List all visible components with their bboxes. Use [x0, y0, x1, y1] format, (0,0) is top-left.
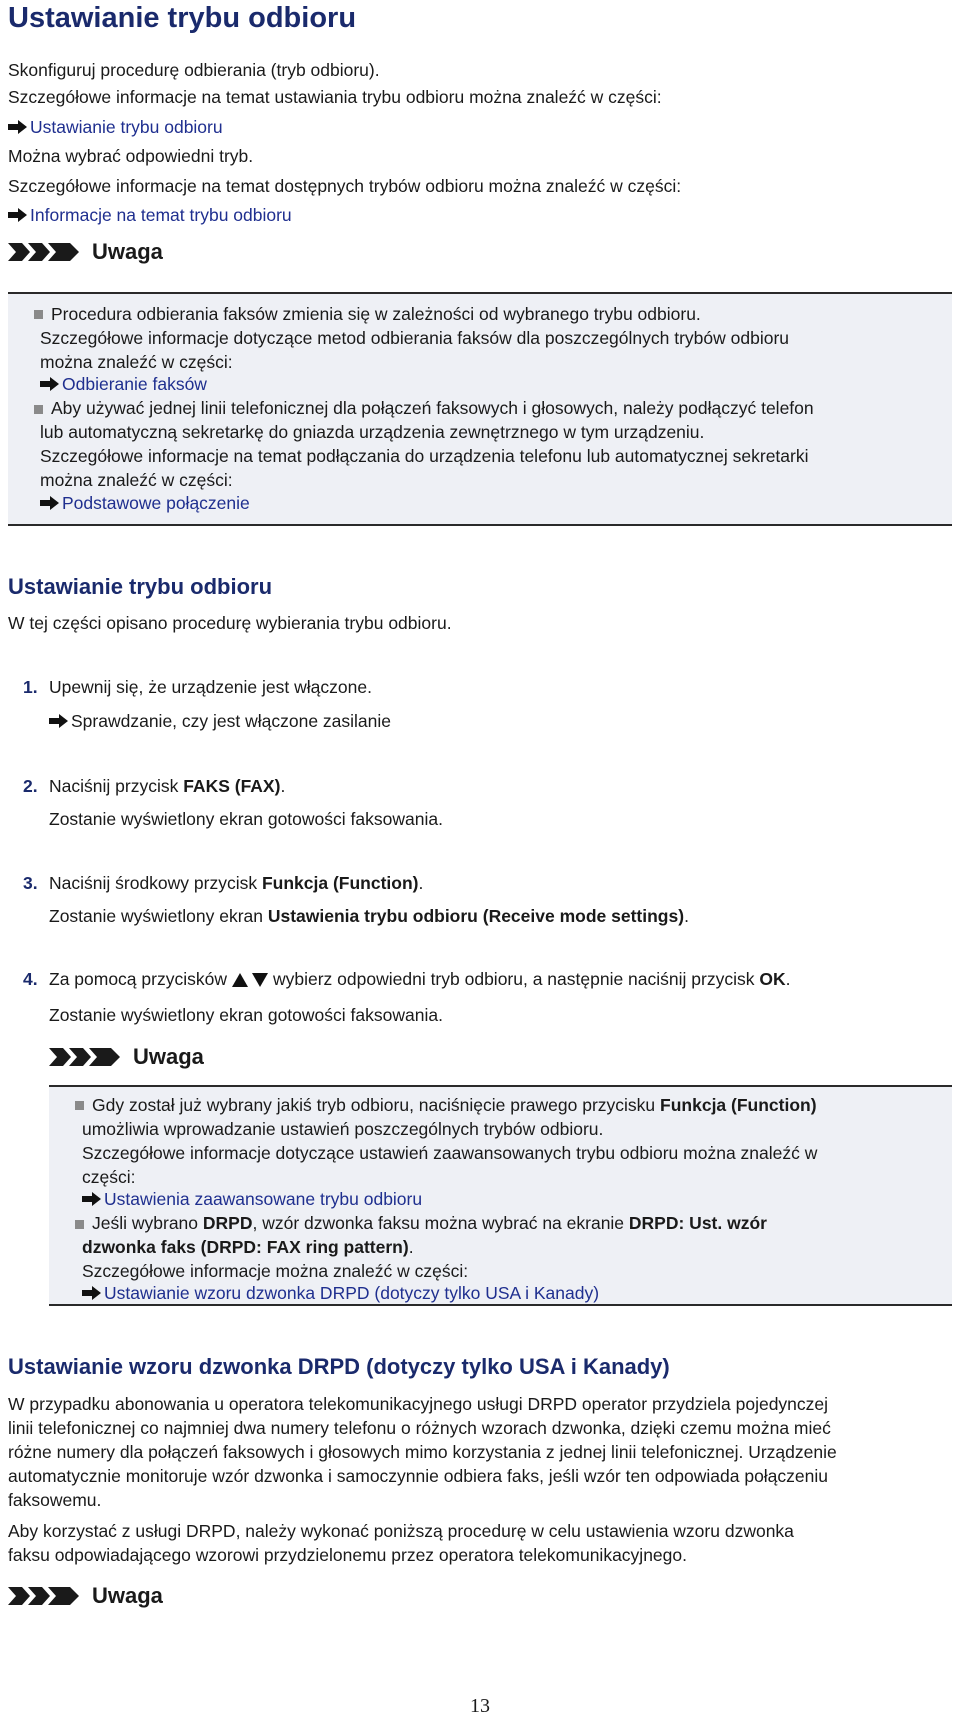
- step-text-part: .: [418, 873, 424, 893]
- button-name: Funkcja (Function): [660, 1095, 817, 1115]
- arrow-right-icon: [8, 119, 28, 135]
- step-text-part: wybierz odpowiedni tryb odbioru, a następnie naciśnij przycisk: [272, 969, 760, 989]
- link-text[interactable]: Odbieranie faksów: [62, 374, 207, 394]
- note-text: Szczegółowe informacje dotyczące metod odbierania faksów dla poszczególnych trybów odbioru: [40, 328, 790, 348]
- arrow-right-icon: [82, 1285, 102, 1301]
- link-text[interactable]: Sprawdzanie, czy jest włączone zasilanie: [71, 711, 392, 731]
- section-intro: W tej części opisano procedurę wybierania trybu odbioru.: [8, 613, 452, 633]
- link-text[interactable]: Ustawienia zaawansowane trybu odbioru: [104, 1189, 423, 1209]
- note-text: Szczegółowe informacje na temat podłączania do urządzenia telefonu lub automatycznej sekretarki: [40, 446, 809, 466]
- note-text: Procedura odbierania faksów zmienia się w zależności od wybranego trybu odbioru.: [51, 304, 701, 324]
- step-text: [49, 967, 790, 991]
- arrow-right-icon: [40, 495, 60, 511]
- step-result: [49, 904, 689, 928]
- note-text: umożliwia wprowadzanie ustawień poszczególnych trybów odbioru.: [82, 1119, 604, 1139]
- section-heading: Ustawianie wzoru dzwonka DRPD (dotyczy tylko USA i Kanady): [8, 1354, 670, 1379]
- up-down-buttons-icon: [231, 971, 269, 989]
- intro-line: Szczegółowe informacje na temat dostępnych trybów odbioru można znaleźć w części:: [8, 176, 682, 196]
- page-title: Ustawianie trybu odbioru: [8, 2, 357, 34]
- note-text-part: , wzór dzwonka faksu można wybrać na ekranie: [252, 1213, 629, 1233]
- button-name: FAKS (FAX): [183, 776, 281, 796]
- note-text-part: Jeśli wybrano: [92, 1213, 203, 1233]
- step-number: 2.: [23, 776, 38, 796]
- screen-name: DRPD: Ust. wzór: [628, 1213, 767, 1233]
- note-text: lub automatyczną sekretarkę do gniazda urządzenia zewnętrznego w tym urządzeniu.: [40, 422, 705, 442]
- step-number: 4.: [23, 969, 38, 989]
- note-header: [8, 1582, 163, 1610]
- paragraph-line: W przypadku abonowania u operatora telekomunikacyjnego usługi DRPD operator przydziela pojedynczej: [8, 1394, 829, 1414]
- step-text-part: .: [684, 906, 689, 926]
- link-text[interactable]: Ustawianie trybu odbioru: [30, 117, 223, 137]
- link-text[interactable]: Podstawowe połączenie: [62, 493, 250, 513]
- paragraph-line: faksu odpowiadającego wzorowi przydzielonemu przez operatora telekomunikacyjnego.: [8, 1545, 687, 1565]
- link-ustawienia-zaawansowane[interactable]: [82, 1187, 422, 1211]
- paragraph-line: automatycznie monitoruje wzór dzwonka i samoczynnie odbiera faks, jeśli wzór ten odpowiada połączeniu: [8, 1466, 829, 1486]
- bullet-icon: [34, 310, 43, 319]
- link-ustawianie-trybu[interactable]: [8, 115, 223, 139]
- note-label: Uwaga: [133, 1044, 204, 1069]
- link-odbieranie-faksow[interactable]: [40, 372, 207, 396]
- note-header: [8, 238, 163, 266]
- screen-name: Ustawienia trybu odbioru (Receive mode settings): [267, 906, 685, 926]
- note-text: [92, 1093, 817, 1117]
- link-informacje-tryb[interactable]: [8, 203, 292, 227]
- step-text: Upewnij się, że urządzenie jest włączone.: [49, 677, 372, 697]
- button-name: Funkcja (Function): [261, 873, 419, 893]
- paragraph-line: Aby korzystać z usługi DRPD, należy wykonać poniższą procedurę w celu ustawienia wzoru dzwonka: [8, 1521, 794, 1541]
- intro-line: Szczegółowe informacje na temat ustawiania trybu odbioru można znaleźć w części:: [8, 87, 662, 107]
- note-text: części:: [82, 1167, 136, 1187]
- note-header: [49, 1043, 204, 1071]
- step-result: Zostanie wyświetlony ekran gotowości faksowania.: [49, 1005, 443, 1025]
- step-result: Zostanie wyświetlony ekran gotowości faksowania.: [49, 809, 443, 829]
- link-sprawdzanie-zasilania[interactable]: [49, 709, 391, 733]
- note-text: Szczegółowe informacje dotyczące ustawień zaawansowanych trybu odbioru można znaleźć w: [82, 1143, 818, 1163]
- section-heading: Ustawianie trybu odbioru: [8, 574, 273, 599]
- arrow-right-icon: [8, 207, 28, 223]
- link-ustawianie-drpd[interactable]: [82, 1281, 599, 1305]
- note-text: można znaleźć w części:: [40, 470, 233, 490]
- note-text: Aby używać jednej linii telefonicznej dla połączeń faksowych i głosowych, należy podłączyć telefon: [51, 398, 814, 418]
- mode-name: DRPD: [202, 1213, 253, 1233]
- step-number: 1.: [23, 677, 38, 697]
- step-text-part: Naciśnij środkowy przycisk: [49, 873, 262, 893]
- note-text-part: Gdy został już wybrany jakiś tryb odbioru, naciśnięcie prawego przycisku: [92, 1095, 661, 1115]
- step-text-part: Za pomocą przycisków: [49, 969, 227, 989]
- arrow-right-icon: [49, 713, 69, 729]
- bullet-icon: [75, 1220, 84, 1229]
- note-text: można znaleźć w części:: [40, 352, 233, 372]
- step-text-part: .: [785, 969, 791, 989]
- step-text-part: Zostanie wyświetlony ekran: [49, 906, 268, 926]
- step-text-part: .: [280, 776, 286, 796]
- note-chevron-icon: [8, 241, 86, 263]
- link-text[interactable]: Ustawianie wzoru dzwonka DRPD (dotyczy tylko USA i Kanady): [104, 1283, 600, 1303]
- note-text: Szczegółowe informacje można znaleźć w części:: [82, 1261, 469, 1281]
- note-label: Uwaga: [92, 1583, 163, 1608]
- paragraph-line: faksowemu.: [8, 1490, 102, 1510]
- paragraph-line: różne numery dla połączeń faksowych i głosowych mimo korzystania z jednej linii telefonicznej. Urządzenie: [8, 1442, 837, 1462]
- note-text-part: .: [408, 1237, 414, 1257]
- bullet-icon: [75, 1101, 84, 1110]
- paragraph-line: linii telefonicznej co najmniej dwa numery telefonu o różnych wzorach dzwonka, dzięki czemu można mieć: [8, 1418, 831, 1438]
- note-label: Uwaga: [92, 239, 163, 264]
- intro-line: Można wybrać odpowiedni tryb.: [8, 146, 254, 166]
- button-name: OK: [759, 969, 786, 989]
- link-text[interactable]: Informacje na temat trybu odbioru: [30, 205, 292, 225]
- intro-line: Skonfiguruj procedurę odbierania (tryb odbioru).: [8, 60, 380, 80]
- step-text-part: Naciśnij przycisk: [49, 776, 184, 796]
- page-number: 13: [470, 1695, 490, 1717]
- note-text: [92, 1211, 767, 1235]
- note-chevron-icon: [49, 1046, 127, 1068]
- link-podstawowe-polaczenie[interactable]: [40, 491, 250, 515]
- bullet-icon: [34, 405, 43, 414]
- note-chevron-icon: [8, 1585, 86, 1607]
- step-number: 3.: [23, 873, 38, 893]
- step-text: [49, 774, 285, 798]
- step-text: [49, 871, 423, 895]
- note-text: [82, 1235, 414, 1259]
- arrow-right-icon: [40, 376, 60, 392]
- screen-name: dzwonka faks (DRPD: FAX ring pattern): [82, 1237, 409, 1257]
- arrow-right-icon: [82, 1191, 102, 1207]
